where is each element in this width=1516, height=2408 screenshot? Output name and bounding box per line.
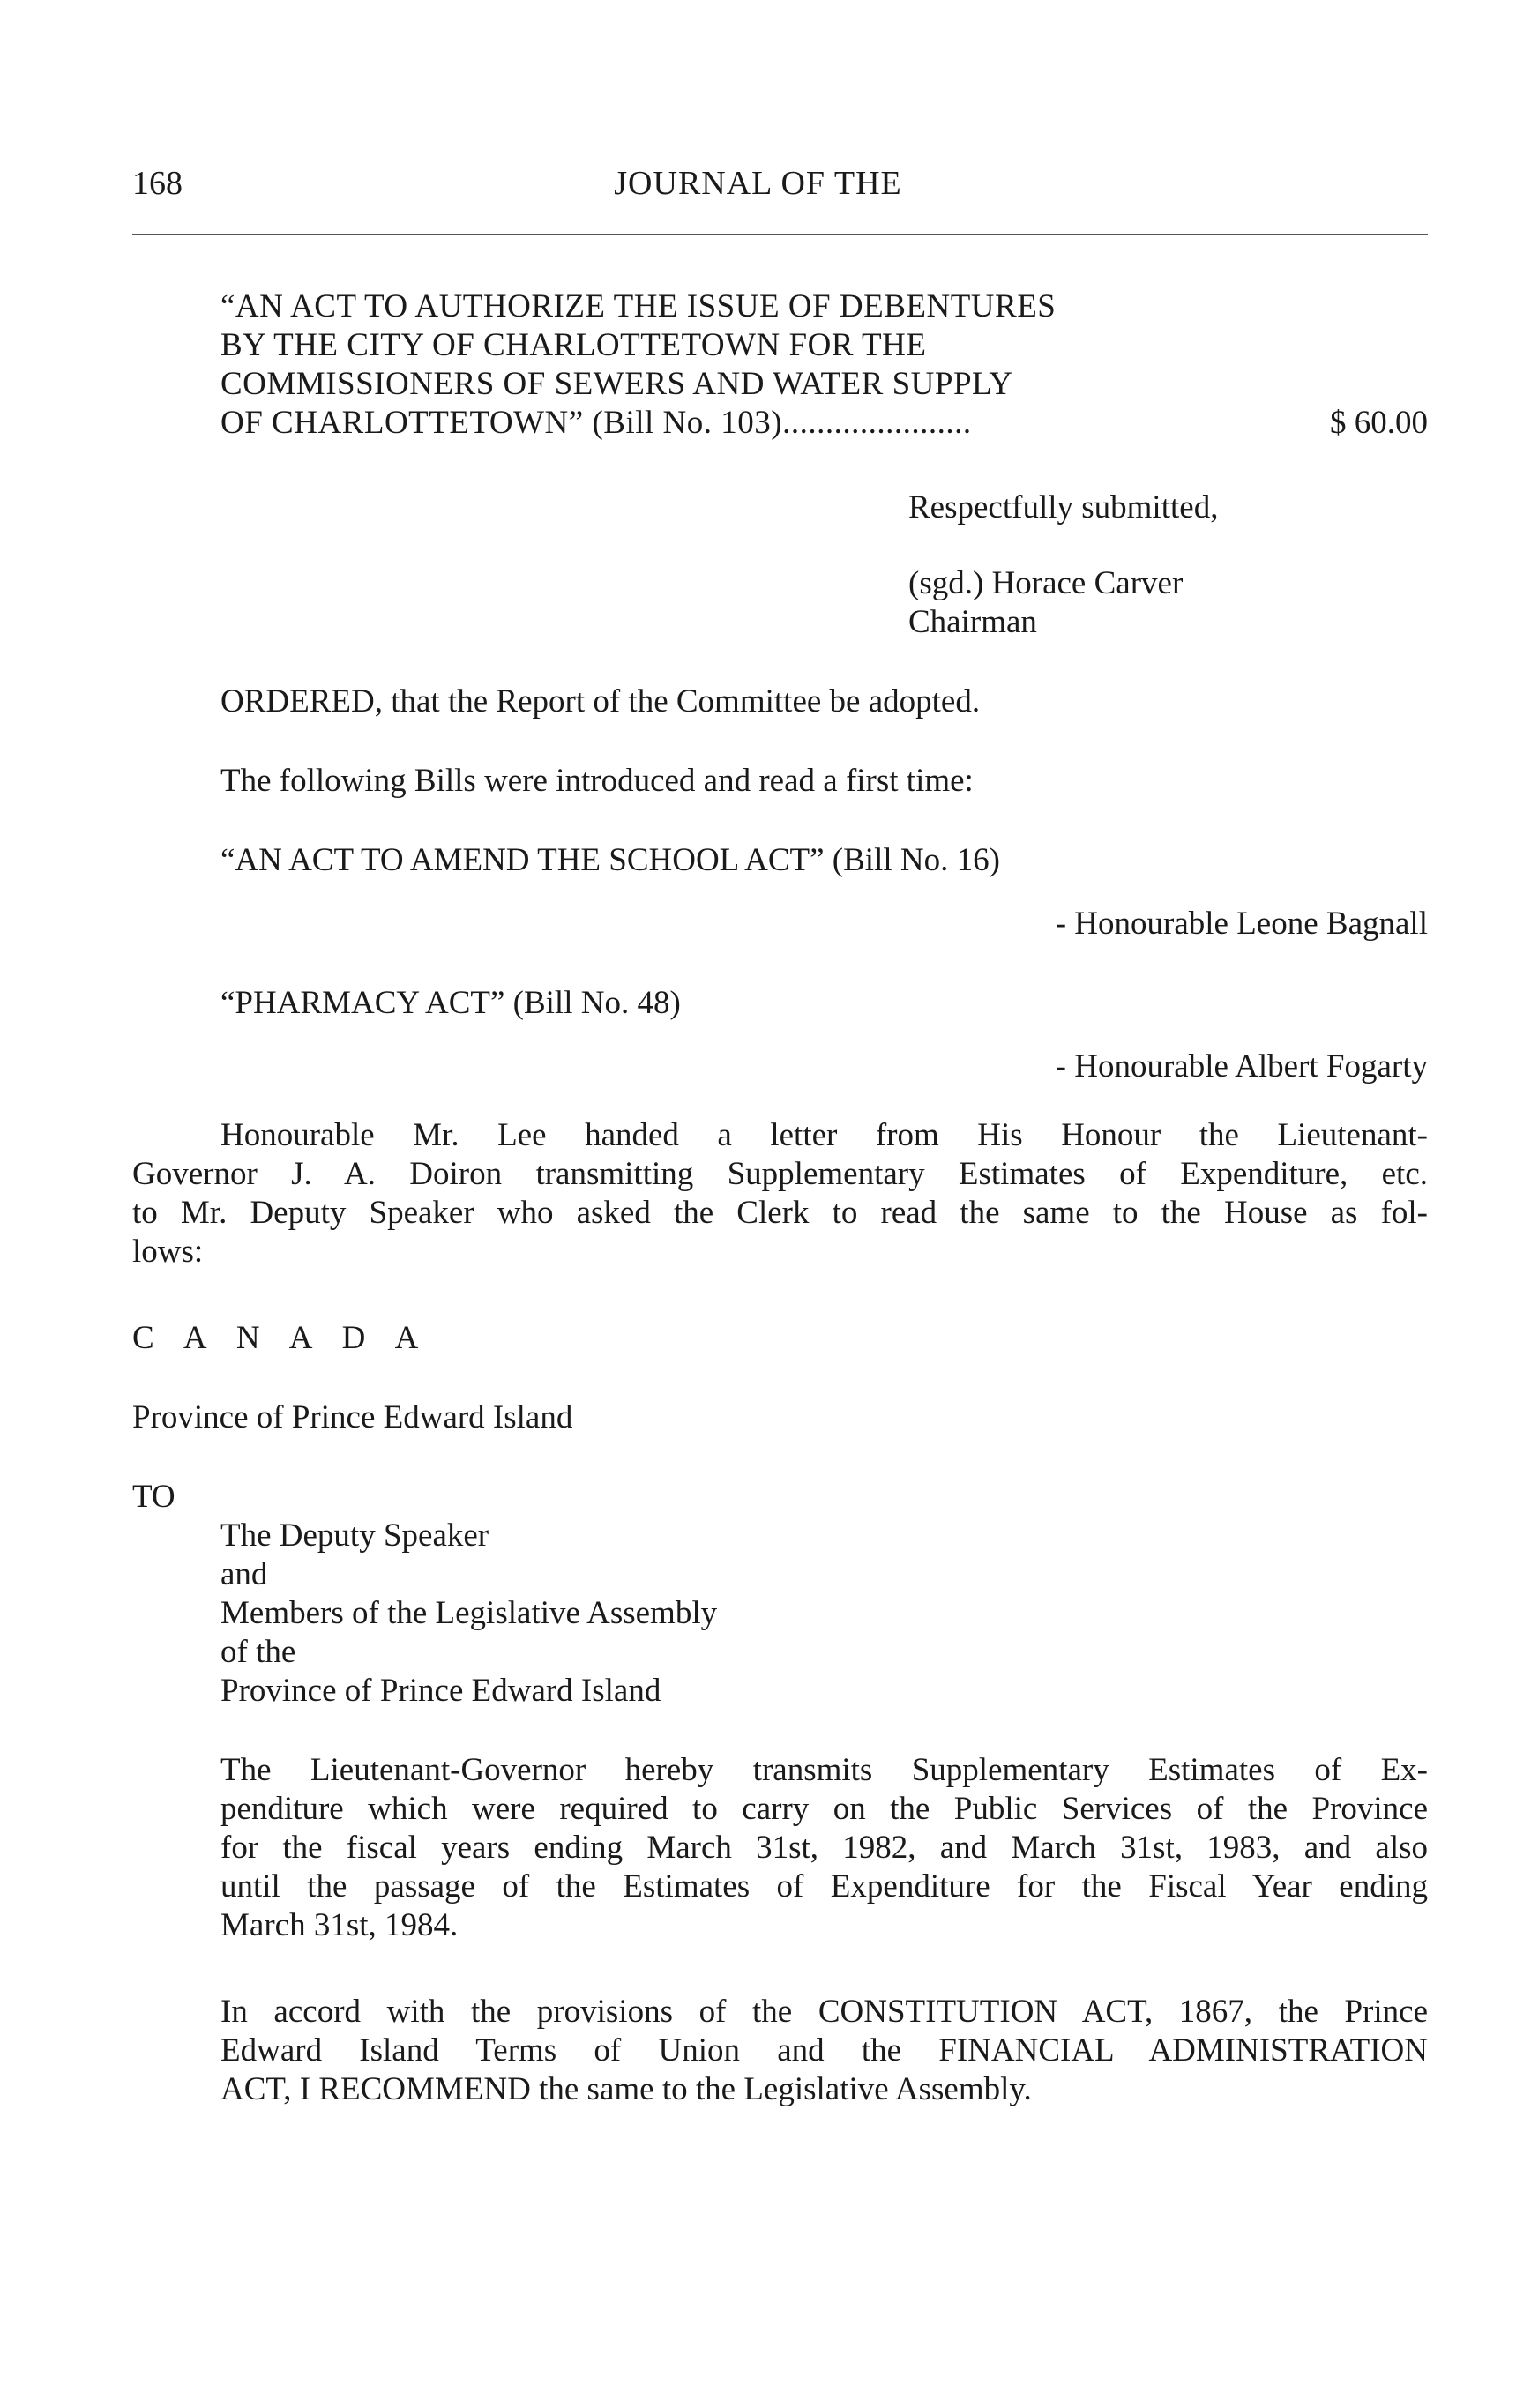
bill-sponsor: - Honourable Albert Fogarty (1055, 1048, 1428, 1085)
addressee-line: and (220, 1556, 268, 1592)
signature-signer: (sgd.) Horace Carver (908, 565, 1184, 601)
paragraph-line: until the passage of the Estimates of Expenditure for the Fiscal Year ending (220, 1868, 1428, 1905)
letter-paragraph (132, 1116, 1428, 1271)
paragraph-line: Governor J. A. Doiron transmitting Supplementary Estimates of Expenditure, etc. (132, 1156, 1428, 1192)
addressee-block (220, 1517, 717, 1711)
province-heading: Province of Prince Edward Island (132, 1399, 573, 1435)
paragraph-line: lows: (132, 1234, 204, 1270)
signature-role: Chairman (908, 604, 1037, 640)
report-bill-title-line: “AN ACT TO AUTHORIZE THE ISSUE OF DEBENTURES (220, 288, 1057, 324)
paragraph-line: ACT, I RECOMMEND the same to the Legislative Assembly. (220, 2071, 1032, 2107)
signature-closing: Respectfully submitted, (908, 489, 1219, 526)
paragraph-line: March 31st, 1984. (220, 1907, 459, 1943)
page-number: 168 (132, 165, 183, 202)
paragraph-line: The Lieutenant-Governor hereby transmits Supplementary Estimates of Ex- (220, 1752, 1428, 1788)
report-amount: $ 60.00 (1330, 405, 1428, 441)
bill-sponsor: - Honourable Leone Bagnall (1055, 906, 1428, 942)
bill-title: “AN ACT TO AMEND THE SCHOOL ACT” (Bill No. 16) (220, 842, 1000, 878)
report-bill-title (220, 287, 1056, 443)
bill-title: “PHARMACY ACT” (Bill No. 48) (220, 985, 681, 1021)
addressee-line: Province of Prince Edward Island (220, 1673, 661, 1709)
bills-intro: The following Bills were introduced and read a first time: (220, 763, 974, 799)
report-bill-title-line: BY THE CITY OF CHARLOTTETOWN FOR THE (220, 327, 927, 363)
transmit-paragraph (220, 1751, 1428, 1945)
addressee-line: Members of the Legislative Assembly (220, 1595, 718, 1631)
recommend-paragraph (220, 1993, 1428, 2109)
addressee-line: The Deputy Speaker (220, 1517, 489, 1554)
paragraph-line: Edward Island Terms of Union and the FINANCIAL ADMINISTRATION (220, 2032, 1428, 2069)
paragraph-line: Honourable Mr. Lee handed a letter from His Honour the Lieutenant- (220, 1117, 1428, 1153)
paragraph-line: penditure which were required to carry on the Public Services of the Province (220, 1791, 1428, 1827)
paragraph-line: In accord with the provisions of the CONSTITUTION ACT, 1867, the Prince (220, 1994, 1428, 2030)
country-heading: C A N A D A (132, 1320, 430, 1356)
running-title: JOURNAL OF THE (614, 165, 902, 202)
header-rule (132, 234, 1428, 235)
paragraph-line: to Mr. Deputy Speaker who asked the Clerk to read the same to the House as fol- (132, 1195, 1428, 1231)
to-label: TO (132, 1479, 175, 1515)
addressee-line: of the (220, 1634, 296, 1670)
paragraph-line: for the fiscal years ending March 31st, 1982, and March 31st, 1983, and also (220, 1830, 1428, 1866)
ordered-statement: ORDERED, that the Report of the Committee be adopted. (220, 683, 981, 719)
report-bill-title-line: OF CHARLOTTETOWN” (Bill No. 103)...................... (220, 405, 972, 441)
report-bill-title-line: COMMISSIONERS OF SEWERS AND WATER SUPPLY (220, 366, 1013, 402)
